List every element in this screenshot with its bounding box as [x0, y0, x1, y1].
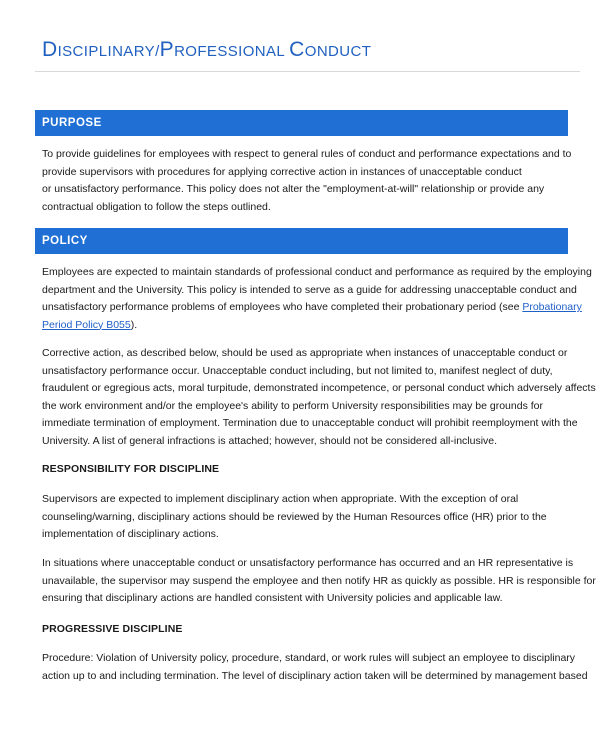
title-initial-d: D — [42, 38, 58, 61]
policy-line-text: unsatisfactory performance problems of employees who have completed their probationary period (see — [42, 301, 523, 313]
purpose-line: or unsatisfactory performance. This policy does not alter the "employment-at-will" relationship or provide any — [42, 183, 545, 195]
title-divider — [35, 71, 580, 72]
purpose-line: provide supervisors with procedures for applying corrective action in instances of unacceptable conduct — [42, 165, 522, 178]
document-title — [42, 38, 371, 62]
purpose-line: contractual obligation to follow the steps outlined. — [42, 200, 271, 213]
title-part-disciplinary: ISCIPLINARY/ — [57, 43, 160, 60]
responsibility-line: implementation of disciplinary actions. — [42, 528, 219, 540]
title-initial-c: C — [289, 38, 305, 61]
policy-paragraph-2 — [42, 345, 596, 450]
policy-line: Employees are expected to maintain standards of professional conduct and performance as required by the employing — [42, 266, 592, 278]
title-part-professional: ROFESSIONAL — [174, 43, 290, 60]
policy-line — [42, 317, 572, 335]
policy-line: immediate termination of employment. Termination due to unacceptable conduct will prohibit reemployment with the — [42, 417, 578, 429]
purpose-paragraph — [42, 146, 572, 216]
purpose-line: To provide guidelines for employees with respect to general rules of conduct and performance expectations and to — [42, 148, 572, 160]
responsibility-paragraph-2 — [42, 555, 596, 608]
title-initial-p: P — [159, 38, 175, 61]
probationary-policy-link-continued[interactable]: Period Policy B055 — [42, 318, 131, 331]
responsibility-line: unavailable, the supervisor may suspend the employee and then notify HR as quickly as possible. HR is responsible for — [42, 574, 596, 587]
policy-line: unsatisfactory performance occur. Unacceptable conduct including, but not limited to, manifest neglect of duty, — [42, 364, 553, 377]
progressive-heading: PROGRESSIVE DISCIPLINE — [42, 623, 183, 635]
responsibility-line: Supervisors are expected to implement disciplinary action when appropriate. With the exception of oral — [42, 493, 519, 505]
policy-line — [42, 299, 582, 317]
progressive-line: Procedure: Violation of University policy, procedure, standard, or work rules will subject an employee to disciplinary — [42, 652, 576, 664]
responsibility-paragraph-1 — [42, 491, 572, 544]
responsibility-line: ensuring that disciplinary actions are handled consistent with University policies and applicable law. — [42, 592, 503, 604]
policy-line: University. A list of general infractions is attached; however, should not be considered all-inclusive. — [42, 434, 498, 447]
responsibility-line: In situations where unacceptable conduct or unsatisfactory performance has occurred and an HR representative is — [42, 557, 574, 569]
policy-heading-bar: POLICY — [35, 228, 568, 254]
responsibility-line: counseling/warning, disciplinary actions should be reviewed by the Human Resources office (HR) prior to the — [42, 510, 547, 523]
title-part-conduct: ONDUCT — [304, 43, 372, 60]
policy-line: Corrective action, as described below, should be used as appropriate when instances of unacceptable conduct or — [42, 347, 568, 359]
progressive-line: action up to and including termination. The level of disciplinary action taken will be determined by management based — [42, 669, 588, 682]
policy-line-text: ). — [130, 318, 138, 331]
purpose-heading-bar: PURPOSE — [35, 110, 568, 136]
policy-paragraph-1 — [42, 264, 592, 334]
policy-line: fraudulent or egregious acts, moral turpitude, demonstrated incompetence, or personal conduct which adversely affects — [42, 382, 596, 394]
policy-line: department and the University. This policy is intended to serve as a guide for addressing unacceptable conduct and — [42, 283, 577, 296]
progressive-paragraph-1 — [42, 650, 588, 685]
responsibility-heading: RESPONSIBILITY FOR DISCIPLINE — [42, 463, 220, 475]
policy-line: the work environment and/or the employee's ability to perform University responsibilities may be grounds for — [42, 399, 543, 412]
probationary-policy-link[interactable]: Probationary — [522, 301, 582, 313]
